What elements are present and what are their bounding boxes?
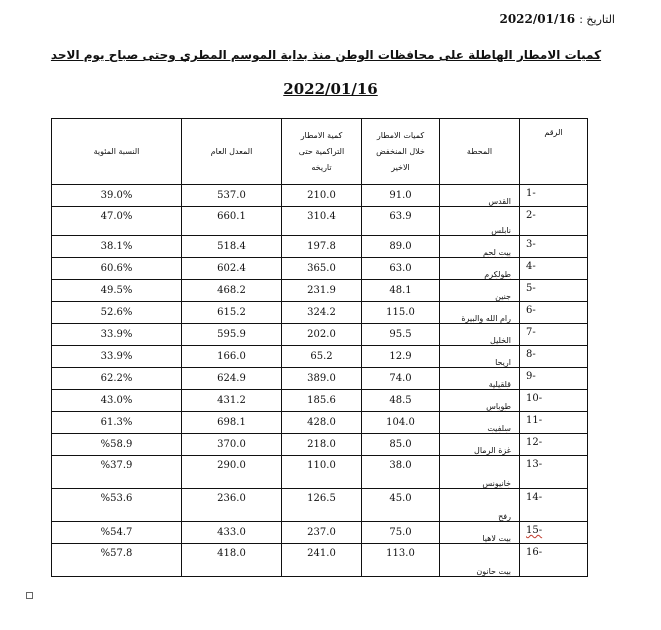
rainfall-table (51, 118, 588, 577)
cell-station: بيت لحم (440, 236, 520, 258)
cell-recent: 74.0 (362, 368, 440, 390)
cell-station: القدس (440, 185, 520, 207)
cell-station: جنين (440, 280, 520, 302)
table-row (52, 412, 588, 434)
header-percent: النسبة المئوية (52, 119, 182, 185)
cell-average: 418.0 (182, 544, 282, 577)
cell-cumulative: 324.2 (282, 302, 362, 324)
cell-cumulative: 389.0 (282, 368, 362, 390)
cell-percent: 47.0% (52, 207, 182, 236)
cell-index: 7- (520, 324, 588, 346)
cell-station: خانيونس (440, 456, 520, 489)
cell-cumulative: 428.0 (282, 412, 362, 434)
cell-cumulative: 210.0 (282, 185, 362, 207)
title-date: 2022/01/16 (283, 80, 378, 98)
cell-recent: 63.9 (362, 207, 440, 236)
cell-cumulative: 110.0 (282, 456, 362, 489)
cell-percent: 39.0% (52, 185, 182, 207)
cell-recent: 38.0 (362, 456, 440, 489)
cell-recent: 45.0 (362, 489, 440, 522)
table-row (52, 207, 588, 236)
table-row (52, 544, 588, 577)
cell-cumulative: 231.9 (282, 280, 362, 302)
cell-index: 9- (520, 368, 588, 390)
cell-index: 10- (520, 390, 588, 412)
table-row (52, 390, 588, 412)
cell-percent: %54.7 (52, 522, 182, 544)
cell-station: طوباس (440, 390, 520, 412)
cell-station: الخليل (440, 324, 520, 346)
cell-recent: 75.0 (362, 522, 440, 544)
cell-average: 602.4 (182, 258, 282, 280)
cell-percent: 49.5% (52, 280, 182, 302)
cell-recent: 89.0 (362, 236, 440, 258)
cell-average: 166.0 (182, 346, 282, 368)
cell-index: 13- (520, 456, 588, 489)
cell-percent: %58.9 (52, 434, 182, 456)
cell-index: 8- (520, 346, 588, 368)
cell-average: 370.0 (182, 434, 282, 456)
cell-percent: %57.8 (52, 544, 182, 577)
table-row (52, 434, 588, 456)
cell-percent: 62.2% (52, 368, 182, 390)
cell-average: 615.2 (182, 302, 282, 324)
header-average: المعدل العام (182, 119, 282, 185)
table-row (52, 456, 588, 489)
page-marker (26, 592, 33, 599)
cell-average: 624.9 (182, 368, 282, 390)
cell-station: سلفيت (440, 412, 520, 434)
cell-index: 12- (520, 434, 588, 456)
cell-recent: 115.0 (362, 302, 440, 324)
cell-cumulative: 237.0 (282, 522, 362, 544)
cell-average: 595.9 (182, 324, 282, 346)
cell-station: قلقيلية (440, 368, 520, 390)
cell-index: 2- (520, 207, 588, 236)
cell-percent: 38.1% (52, 236, 182, 258)
cell-average: 660.1 (182, 207, 282, 236)
cell-index: 6- (520, 302, 588, 324)
cell-recent: 95.5 (362, 324, 440, 346)
cell-percent: 61.3% (52, 412, 182, 434)
table-row (52, 346, 588, 368)
cell-average: 537.0 (182, 185, 282, 207)
date-label: التاريخ : (579, 13, 615, 26)
header-cumulative: كمية الامطار التراكمية حتى تاريخه (282, 119, 362, 185)
cell-recent: 63.0 (362, 258, 440, 280)
table-row (52, 489, 588, 522)
cell-index: 3- (520, 236, 588, 258)
cell-average: 518.4 (182, 236, 282, 258)
table-row (52, 236, 588, 258)
cell-index: 15- (520, 522, 588, 544)
cell-station: بيت حانون (440, 544, 520, 577)
table-row (52, 368, 588, 390)
cell-station: رفح (440, 489, 520, 522)
cell-cumulative: 202.0 (282, 324, 362, 346)
cell-percent: 33.9% (52, 346, 182, 368)
cell-cumulative: 365.0 (282, 258, 362, 280)
header-station: المحطة (440, 119, 520, 185)
table-row (52, 258, 588, 280)
cell-percent: 52.6% (52, 302, 182, 324)
table-row (52, 185, 588, 207)
cell-station: نابلس (440, 207, 520, 236)
cell-station: طولكرم (440, 258, 520, 280)
cell-cumulative: 126.5 (282, 489, 362, 522)
cell-percent: %53.6 (52, 489, 182, 522)
cell-index: 1- (520, 185, 588, 207)
cell-percent: 43.0% (52, 390, 182, 412)
cell-index: 4- (520, 258, 588, 280)
header-index: الرقم (520, 119, 588, 185)
cell-index: 16- (520, 544, 588, 577)
cell-station: اريحا (440, 346, 520, 368)
cell-percent: 60.6% (52, 258, 182, 280)
cell-average: 698.1 (182, 412, 282, 434)
document-date (499, 12, 615, 26)
cell-recent: 12.9 (362, 346, 440, 368)
cell-average: 290.0 (182, 456, 282, 489)
table-row (52, 324, 588, 346)
table-header-row (52, 119, 588, 185)
cell-cumulative: 218.0 (282, 434, 362, 456)
cell-cumulative: 310.4 (282, 207, 362, 236)
cell-station: رام الله والبيرة (440, 302, 520, 324)
cell-cumulative: 185.6 (282, 390, 362, 412)
cell-station: بيت لاهيا (440, 522, 520, 544)
cell-cumulative: 241.0 (282, 544, 362, 577)
cell-average: 433.0 (182, 522, 282, 544)
header-recent: كميات الامطار خلال المنخفض الاخير (362, 119, 440, 185)
table-row (52, 522, 588, 544)
table-row (52, 280, 588, 302)
cell-recent: 48.1 (362, 280, 440, 302)
cell-recent: 104.0 (362, 412, 440, 434)
cell-cumulative: 65.2 (282, 346, 362, 368)
date-value: 2022/01/16 (499, 12, 576, 26)
cell-recent: 48.5 (362, 390, 440, 412)
cell-cumulative: 197.8 (282, 236, 362, 258)
cell-average: 236.0 (182, 489, 282, 522)
cell-index: 11- (520, 412, 588, 434)
document-title: كميات الامطار الهاطلة على محافظات الوطن منذ بداية الموسم المطري وحتى صباح يوم الاحد (50, 48, 602, 62)
cell-percent: 33.9% (52, 324, 182, 346)
cell-percent: %37.9 (52, 456, 182, 489)
cell-average: 431.2 (182, 390, 282, 412)
cell-recent: 91.0 (362, 185, 440, 207)
cell-index: 5- (520, 280, 588, 302)
table-row (52, 302, 588, 324)
cell-index: 14- (520, 489, 588, 522)
cell-recent: 113.0 (362, 544, 440, 577)
cell-station: غزة الرمال (440, 434, 520, 456)
cell-average: 468.2 (182, 280, 282, 302)
cell-recent: 85.0 (362, 434, 440, 456)
